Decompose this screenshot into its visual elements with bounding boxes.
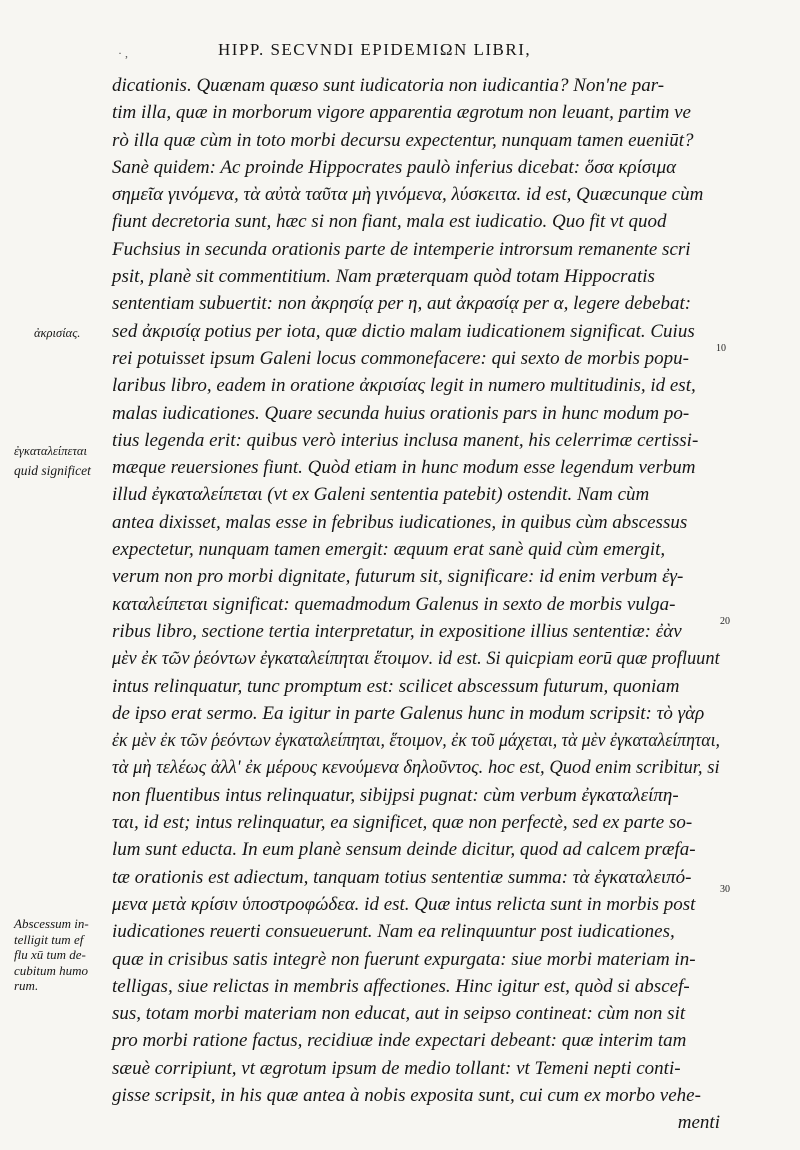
text-line: malas iudicationes. Quare secunda huius orationis pars in hunc modum po- [112,402,690,424]
corner-marks: · , [118,46,128,60]
text-line: telligas, siue relictas in membris affectiones. Hinc igitur est, quòd si abscef- [112,975,690,997]
text-line: non fluentibus intus relinquatur, sibijpsi pugnat: cùm verbum ἐγκαταλείπη- [112,784,679,806]
text-line: ἐκ μὲν ἐκ τῶν ῥεόντων ἐγκαταλείπηται, ἕτοιμον, ἐκ τοῦ μάχεται, τὰ μὲν ἐγκαταλείπηται, [112,730,720,752]
text-line: καταλείπεται significat: quemadmodum Galenus in sexto de morbis vulga- [112,593,676,615]
text-line: μενα μετὰ κρίσιν ὑποστροφώδεα. id est. Quæ intus relicta sunt in morbis post [112,893,696,915]
text-line: lum sunt educta. In eum planè sensum deinde dicitur, quod ad calcem præfa- [112,839,696,861]
text-line: iudicationes reuerti consueuerunt. Nam ea relinquuntur post iudicationes, [112,921,675,943]
text-line: tæ orationis est adiectum, tanquam totius sententiæ summa: τὰ ἐγκαταλειπό- [112,866,692,888]
line-number: 30 [720,884,730,895]
page-header [0,40,800,70]
text-line: pro morbi ratione factus, recidiuæ inde expectari debeant: quæ interim tam [112,1030,687,1052]
text-line: dicationis. Quænam quæso sunt iudicatoria non iudicantia? Non'ne par- [112,75,665,96]
margin-note-line: Abscessum in- [14,916,89,931]
text-line: gisse scripsit, in his quæ antea à nobis exposita sunt, cui cum ex morbo vehe- [112,1084,701,1106]
text-line: ται, id est; intus relinquatur, ea significet, quæ non perfectè, sed ex parte so- [112,812,693,834]
text-line: τὰ μὴ τελέως ἀλλ' ἐκ μέρους κενούμενα δηλοῦντος. hoc est, Quod enim scribitur, si [112,757,720,779]
text-line: ribus libro, sectione tertia interpretatur, in expositione illius sententiæ: ἐὰν [112,620,682,642]
margin-note-line: rum. [14,978,39,993]
margin-note-line: telligit tum ef [14,931,84,947]
line-number: 20 [720,616,730,627]
margin-note-line: cubitum humo [14,962,89,978]
text-line: verum non pro morbi dignitate, futurum sit, significare: id enim verbum ἐγ- [112,566,684,588]
text-line: fiunt decretoria sunt, hæc si non fiant, mala est iudicatio. Quo fit vt quod [112,211,667,233]
text-line: tius legenda erit: quibus verò interius inclusa manent, his celerrimæ certissi- [112,429,699,451]
margin-note-abscessum [14,916,89,994]
text-line: de ipso erat sermo. Ea igitur in parte Galenus hunc in modum scripsit: τὸ γὰρ [112,702,705,724]
text-line: Sanè quidem: Ac proinde Hippocrates paulò inferius dicebat: ὅσα κρίσιμα [112,156,677,178]
text-line: sed ἀκρισίᾳ potius per iota, quæ dictio malam iudicationem significat. Cuius [112,320,695,342]
catchword: menti [677,1112,720,1134]
text-line: mæque reuersiones fiunt. Quòd etiam in hunc modum esse legendum verbum [112,457,696,479]
text-line: μὲν ἐκ τῶν ῥεόντων ἐγκαταλείπηται ἕτοιμον. id est. Si quicpiam eorū quæ profluunt [112,648,720,670]
text-line: quæ in crisibus satis integrè non fuerunt expurgata: siue morbi materiam in- [112,948,696,970]
text-line: rei potuisset ipsum Galeni locus commonefacere: qui sexto de morbis popu- [112,347,689,369]
text-line: sæuè corripiunt, vt ægrotum ipsum de medio tollant: vt Temeni nepti conti- [112,1057,681,1079]
text-line: rò illa quæ cùm in toto morbi decursu expectentur, nunquam tamen eueniūt? [112,129,694,151]
margin-note-akrisia: ἀκρισίας. [34,326,81,340]
running-head: HIPP. SECVNDI EPIDEMIΩN LIBRI, [218,40,532,59]
margin-note-enkataleipetai: ἐγκαταλείπεται [14,444,87,458]
text-line: sententiam subuertit: non ἀκρησίᾳ per η, aut ἀκρασίᾳ per α, legere debebat: [112,293,692,315]
text-line: laribus libro, eadem in oratione ἀκρισίας legit in numero multitudinis, id est, [112,375,696,397]
text-line: intus relinquatur, tunc promptum est: scilicet abscessum futurum, quoniam [112,675,680,697]
text-line: psit, planè sit commentitium. Nam præterquam quòd totam Hippocratis [112,266,655,288]
text-line: expectetur, nunquam tamen emergit: æquum erat sanè quid cùm emergit, [112,539,666,561]
text-line: tim illa, quæ in morborum vigore apparentia ægrotum non leuant, partim ve [112,102,691,124]
text-line: illud ἐγκαταλείπεται (vt ex Galeni sententia patebit) ostendit. Nam cùm [112,484,650,506]
text-line: antea dixisset, malas esse in febribus iudicationes, in quibus cùm abscessus [112,511,688,533]
line-number: 10 [716,343,726,354]
margin-note-line: flu xū tum de- [14,947,86,962]
text-line: Fuchsius in secunda orationis parte de intemperie introrsum remanente scri [112,238,691,260]
text-line: sus, totam morbi materiam non educat, aut in seipso contineat: cùm non sit [112,1003,686,1025]
margin-note-quid-significet: quid significet [14,463,91,478]
main-text-block [112,72,720,1137]
text-line: σημεῖα γινόμενα, τὰ αὐτὰ ταῦτα μὴ γινόμενα, λύσκειτα. id est, Quæcunque cùm [112,184,704,206]
